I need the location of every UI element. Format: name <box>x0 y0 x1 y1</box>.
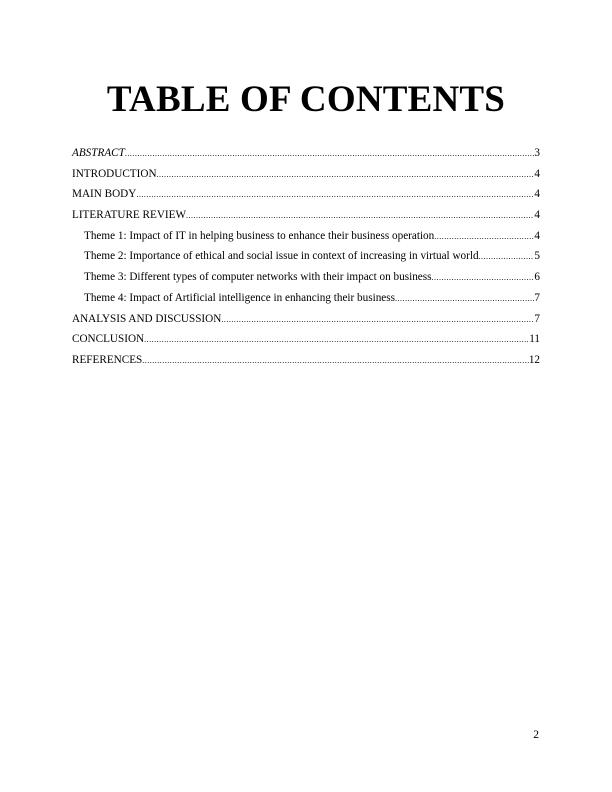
toc-entry-page: 6 <box>534 271 540 284</box>
toc-entry-label: ANALYSIS AND DISCUSSION <box>72 312 222 325</box>
toc-leader-dots <box>125 147 535 161</box>
page-number: 2 <box>533 729 539 741</box>
toc-entry-page: 4 <box>534 229 540 242</box>
page-title: TABLE OF CONTENTS <box>106 79 506 120</box>
toc-entry-page: 3 <box>534 147 540 159</box>
toc-entry-literature-review[interactable] <box>72 208 540 229</box>
toc-entry-label: Theme 1: Impact of IT in helping business to enhance their business operation <box>84 229 435 242</box>
toc-entry-label: Theme 2: Importance of ethical and social issue in context of increasing in virtual world <box>84 250 479 263</box>
toc-entry-analysis-and-discussion[interactable] <box>72 312 540 333</box>
toc-entry-label: CONCLUSION <box>72 333 145 346</box>
table-of-contents <box>72 146 540 374</box>
toc-leader-dots <box>395 292 534 306</box>
toc-entry-page: 11 <box>529 333 540 346</box>
toc-entry-page: 7 <box>534 291 540 304</box>
toc-entry-theme-1[interactable] <box>72 229 540 250</box>
toc-entry-page: 4 <box>534 188 540 201</box>
toc-entry-abstract[interactable] <box>72 146 540 167</box>
toc-entry-page: 7 <box>534 312 540 325</box>
toc-entry-label: LITERATURE REVIEW <box>72 209 187 222</box>
toc-entry-label: REFERENCES <box>72 353 143 366</box>
toc-entry-theme-4[interactable] <box>72 291 540 312</box>
toc-entry-label: ABSTRACT <box>72 147 125 159</box>
toc-entry-page: 4 <box>534 167 540 180</box>
toc-leader-dots <box>142 354 529 368</box>
toc-entry-page: 4 <box>534 209 540 222</box>
toc-leader-dots <box>431 271 534 285</box>
toc-entry-main-body[interactable] <box>72 187 540 208</box>
toc-entry-introduction[interactable] <box>72 167 540 188</box>
toc-leader-dots <box>479 250 535 264</box>
toc-leader-dots <box>186 209 534 223</box>
toc-entry-page: 12 <box>528 353 540 366</box>
toc-leader-dots <box>157 168 535 182</box>
toc-entry-conclusion[interactable] <box>72 332 540 353</box>
toc-entry-label: INTRODUCTION <box>72 167 157 180</box>
toc-leader-dots <box>221 313 534 327</box>
toc-entry-label: Theme 3: Different types of computer networks with their impact on business <box>84 271 432 284</box>
toc-entry-references[interactable] <box>72 353 540 374</box>
toc-leader-dots <box>434 230 534 244</box>
toc-entry-theme-2[interactable] <box>72 249 540 270</box>
toc-entry-label: Theme 4: Impact of Artificial intelligence in enhancing their business <box>84 291 395 304</box>
toc-entry-page: 5 <box>534 250 540 263</box>
toc-leader-dots <box>144 333 529 347</box>
toc-leader-dots <box>136 188 534 202</box>
toc-entry-theme-3[interactable] <box>72 270 540 291</box>
toc-entry-label: MAIN BODY <box>72 188 137 201</box>
